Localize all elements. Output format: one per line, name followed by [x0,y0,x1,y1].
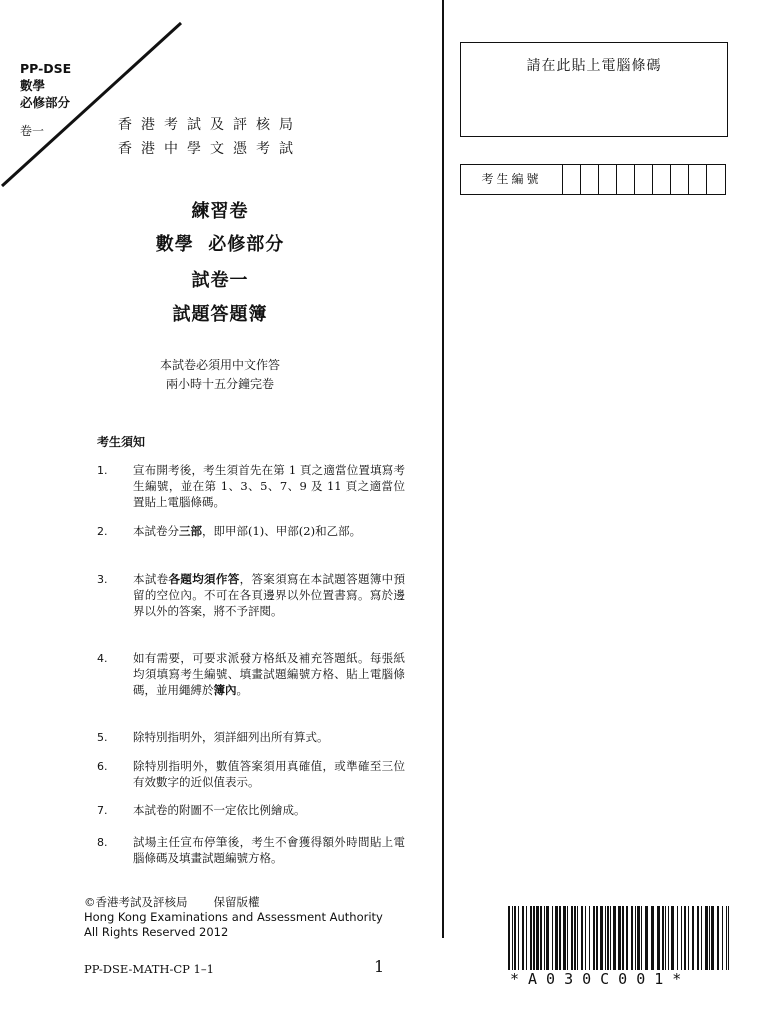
instruction-text: 本試卷各題均須作答，答案須寫在本試題答題簿中預留的空位內。不可在各頁邊界以外位置書寫。寫於邊界以外的答案，將不予評閱。 [133,572,406,618]
instruction-text: 如有需要，可要求派發方格紙及補充答題紙。每張紙均須填寫考生編號、填畫試題編號方格、貼上電腦條碼，並用繩縛於簿內。 [133,651,405,697]
candidate-number-cell[interactable] [671,165,689,194]
instruction-number: 1. [97,464,108,477]
instruction-text: 除特別指明外，數值答案須用真確值，或準確至三位有效數字的近似值表示。 [133,759,405,789]
candidate-number-cell[interactable] [581,165,599,194]
candidate-number-box [460,164,726,195]
instruction-number: 3. [97,573,108,586]
instruction-text: 本試卷的附圖不一定依比例繪成。 [133,803,306,817]
exam-name: 香港中學文憑考試 [118,141,302,157]
title-booklet: 試題答題簿 [172,304,268,325]
instruction-number: 6. [97,760,108,773]
copyright-rights-zh: 保留版權 [213,895,260,909]
instruction-number: 4. [97,652,108,665]
candidate-number-label: 考生編號 [461,165,563,194]
code-line: PP-DSE [20,61,72,76]
footer-paper-code: PP-DSE-MATH-CP 1–1 [84,962,214,976]
instruction-number: 5. [97,731,108,744]
candidate-number-cell[interactable] [635,165,653,194]
copyright-notice [84,895,383,940]
instruction-text: 試場主任宣布停筆後，考生不會獲得額外時間貼上電腦條碼及填畫試題編號方格。 [133,835,405,865]
instruction-number: 2. [97,525,108,538]
barcode-image [508,906,734,970]
title-subject: 數學 必修部分 [155,234,285,255]
instruction-number: 7. [97,804,108,817]
instruction-text: 除特別指明外，須詳細列出所有算式。 [133,730,329,744]
candidate-number-cell[interactable] [599,165,617,194]
title-practice-paper: 練習卷 [191,201,249,222]
instruction-text: 宣布開考後，考生須首先在第 1 頁之適當位置填寫考生編號，並在第 1、3、5、7、9 及 11 頁之適當位置貼上電腦條碼。 [133,463,405,509]
language-instruction: 本試卷必須用中文作答 [159,358,280,372]
copyright-rights-en: All Rights Reserved 2012 [84,925,229,939]
instruction-number: 8. [97,836,108,849]
title-paper: 試卷一 [191,270,249,291]
time-allowed: 兩小時十五分鐘完卷 [165,377,274,391]
code-line: 數學 [20,78,46,93]
page-number: 1 [374,957,385,976]
authority-name: 香港考試及評核局 [118,117,302,133]
candidate-number-cell[interactable] [689,165,707,194]
instruction-text: 本試卷分三部，即甲部(1)、甲部(2)和乙部。 [133,524,362,538]
code-line: 必修部分 [20,95,71,110]
instructions-heading: 考生須知 [97,435,146,449]
candidate-number-cell[interactable] [617,165,635,194]
barcode-box-label: 請在此貼上電腦條碼 [526,58,662,74]
barcode-text: *A030C001* [510,970,691,988]
copyright-owner-en: Hong Kong Examinations and Assessment Authority [84,910,383,924]
vertical-divider [442,0,444,938]
candidate-number-cell[interactable] [707,165,725,194]
candidate-number-cell[interactable] [653,165,671,194]
candidate-number-cell[interactable] [563,165,581,194]
paper-label: 卷一 [20,124,45,138]
candidate-number-cells [563,165,725,194]
copyright-owner-zh: ©香港考試及評核局 [84,895,188,909]
paper-code-block [20,60,71,111]
